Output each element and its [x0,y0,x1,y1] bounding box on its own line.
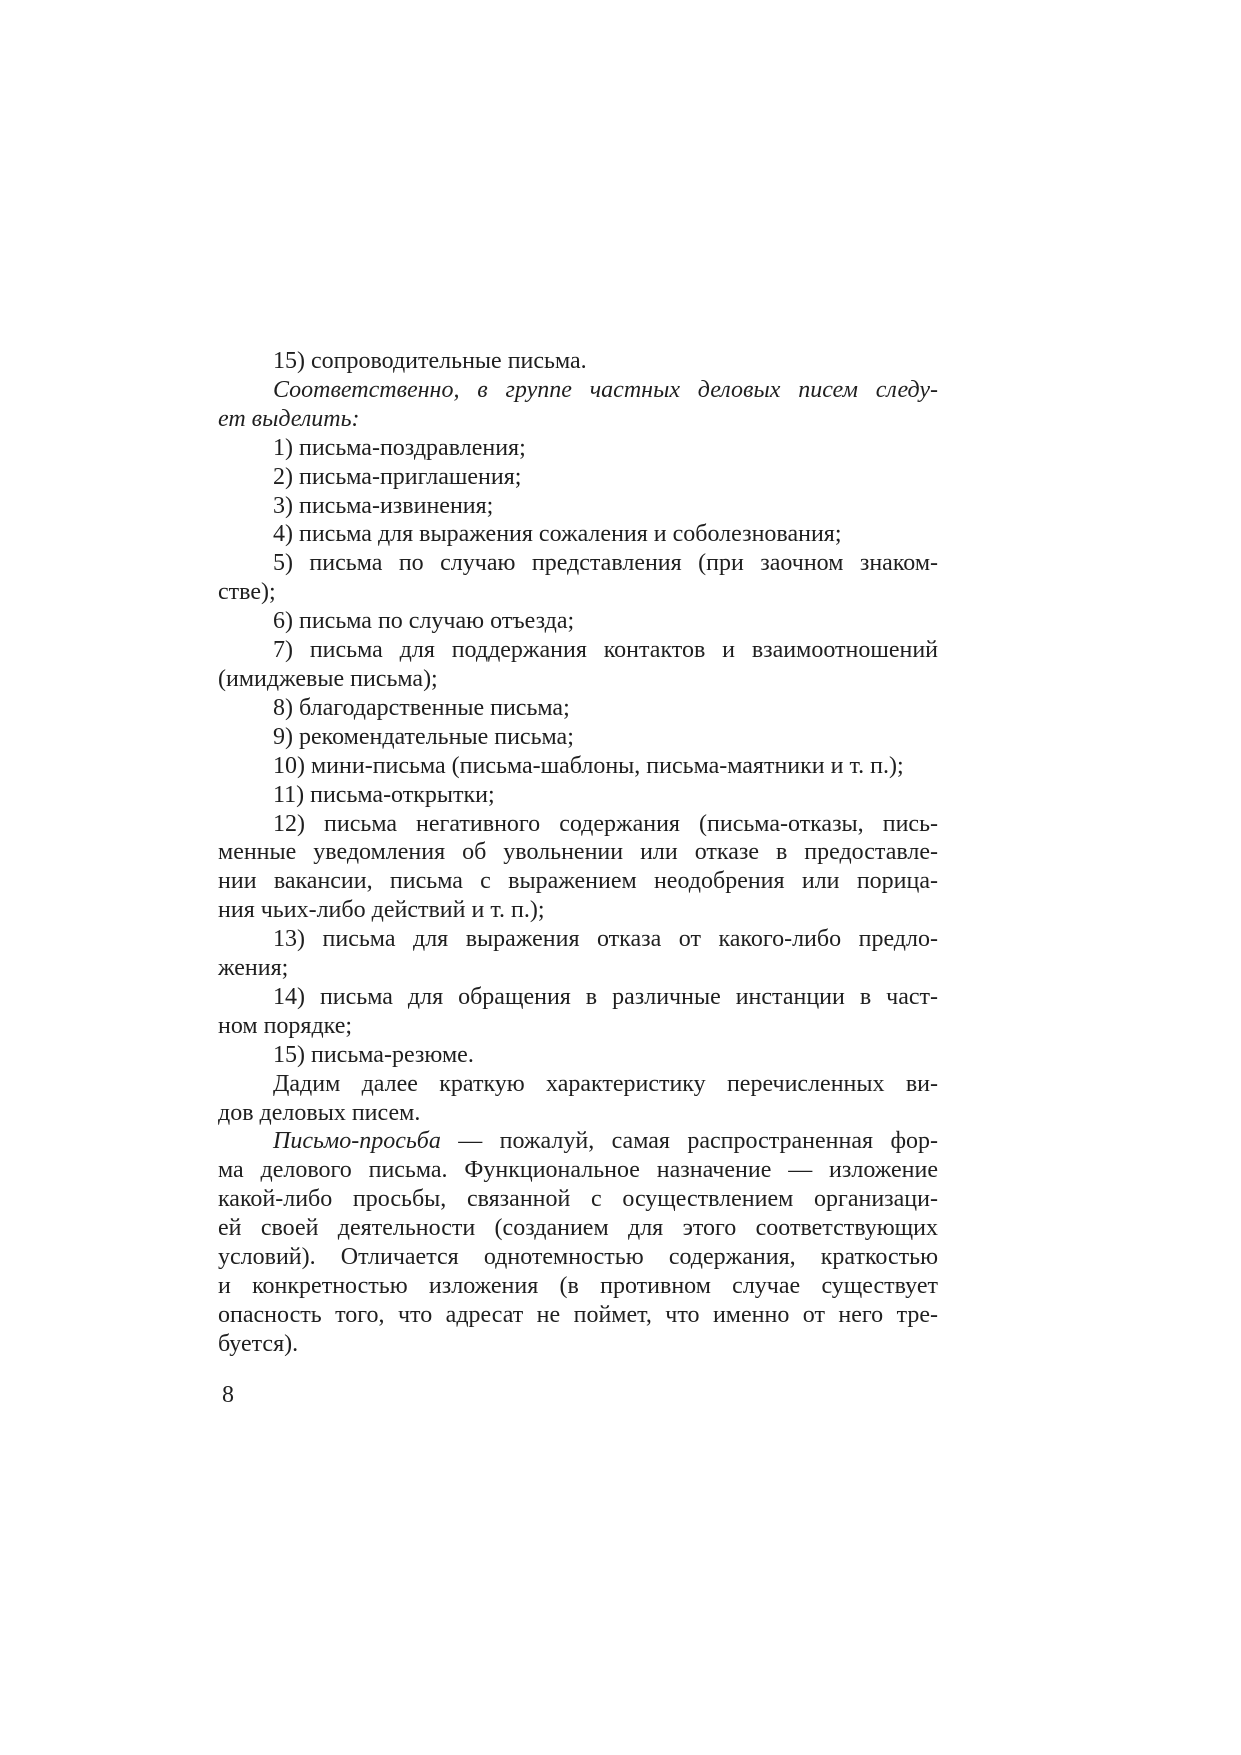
text-line [218,1041,938,1070]
text-line [218,665,938,694]
text-run: 3) письма-извинения; [273,492,494,519]
text-run: 8) благодарственные письма; [273,694,570,721]
text-line [218,347,938,376]
italic-text-run: Соответственно, в группе частных деловых писем следу- [273,376,938,403]
text-line [218,607,938,636]
italic-text-run: ет выделить: [218,405,360,432]
text-run: ей своей деятельности (созданием для этого соответствующих [218,1215,938,1242]
text-line [218,781,938,810]
text-run: жения; [218,955,289,982]
text-run: 12) письма негативного содержания (письма-отказы, пись- [273,810,938,837]
text-line [218,492,938,521]
text-run: стве); [218,579,276,606]
text-line [218,896,938,925]
text-line [218,838,938,867]
body-text [218,347,938,1359]
text-run: 13) письма для выражения отказа от какого-либо предло- [273,926,938,953]
text-line [218,1243,938,1272]
text-line [218,1185,938,1214]
text-run: (имиджевые письма); [218,665,438,692]
text-run: какой-либо просьбы, связанной с осуществлением организаци- [218,1186,938,1213]
text-run: 4) письма для выражения сожаления и соболезнования; [273,521,842,548]
text-run: опасность того, что адресат не поймет, что именно от него тре- [218,1301,938,1328]
text-line [218,520,938,549]
text-line [218,405,938,434]
text-run: условий). Отличается однотемностью содержания, краткостью [218,1244,938,1271]
text-run: 2) письма-приглашения; [273,463,522,490]
text-run: нии вакансии, письма с выражением неодобрения или порица- [218,868,938,895]
text-run: ния чьих-либо действий и т. п.); [218,897,545,924]
text-line [218,1272,938,1301]
text-line [218,434,938,463]
text-line [218,925,938,954]
text-line [218,636,938,665]
text-run: 5) письма по случаю представления (при заочном знаком- [273,550,938,577]
italic-text-run: Письмо-просьба [273,1128,441,1155]
text-run: 15) сопроводительные письма. [273,348,587,374]
text-line [218,463,938,492]
text-line [218,867,938,896]
text-line [218,954,938,983]
page-number: 8 [222,1382,234,1408]
text-run: ном порядке; [218,1012,353,1039]
text-run: 10) мини-письма (письма-шаблоны, письма-маятники и т. п.); [273,752,904,779]
text-line [218,1214,938,1243]
text-line [218,723,938,752]
text-line [218,549,938,578]
text-line [218,983,938,1012]
text-line [218,1127,938,1156]
text-run: дов деловых писем. [218,1099,421,1126]
text-run: буется). [218,1330,299,1357]
text-run: ма делового письма. Функциональное назначение — изложение [218,1157,938,1184]
text-line [218,1156,938,1185]
text-run: 9) рекомендательные письма; [273,723,574,750]
text-line [218,376,938,405]
text-run: 1) письма-поздравления; [273,434,526,461]
text-line [218,694,938,723]
text-run: менные уведомления об увольнении или отказе в предоставле- [218,839,938,866]
text-run: — пожалуй, самая распространенная фор- [440,1128,938,1155]
text-run: 7) письма для поддержания контактов и взаимоотношений [273,637,938,664]
text-line [218,1301,938,1330]
text-run: 15) письма-резюме. [273,1041,474,1068]
text-line [218,1330,938,1359]
text-line [218,1099,938,1128]
text-run: 6) письма по случаю отъезда; [273,608,575,635]
text-line [218,1070,938,1099]
text-run: 14) письма для обращения в различные инстанции в част- [273,983,938,1010]
text-line [218,1012,938,1041]
text-run: 11) письма-открытки; [273,781,495,808]
text-run: и конкретностью изложения (в противном случае существует [218,1273,938,1299]
text-line [218,810,938,839]
text-line [218,752,938,781]
text-run: Дадим далее краткую характеристику перечисленных ви- [273,1070,938,1097]
text-line [218,578,938,607]
